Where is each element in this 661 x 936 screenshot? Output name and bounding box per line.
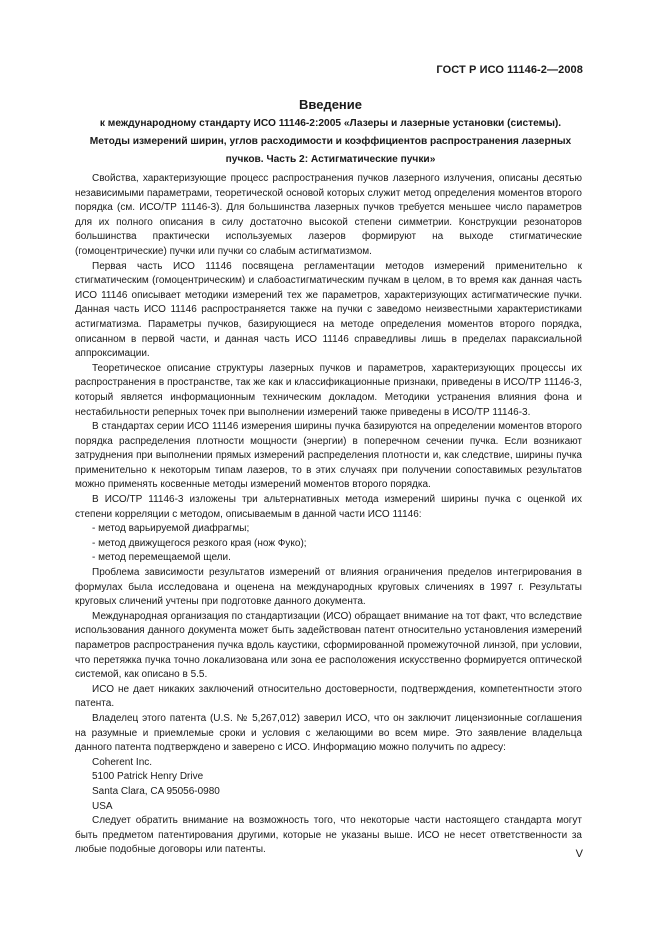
body-text (75, 172, 582, 858)
paragraph: В стандартах серии ИСО 11146 измерения ширины пучка базируются на определении моментов второго порядка распределения плотности мощности (энергии) в поперечном сечении пучка. Если возникают затруднения при выполнении прямых измерений распределения плотности и, как следствие, ширины пучка применительно к некоторым типам лазеров, то в этих случаях при получении сопоставимых результатов можно применять косвенные методы измерений моментов второго порядка. (75, 421, 582, 491)
address-line: USA (92, 800, 113, 812)
paragraph: Международная организация по стандартизации (ИСО) обращает внимание на тот факт, что вследствие использования данного документа может быть задействован патент относительно установления измерений параметров распространения пучка вдоль каустики, сформированной промежуточной линзой, при условии, что перетяжка пучка точно локализована или зона ее расположения искусственно формируется оптической системой, как описано в 5.5. (75, 610, 582, 681)
paragraph: Владелец этого патента (U.S. № 5,267,012) заверил ИСО, что он заключит лицензионные соглашения на разумные и приемлемые сроки и условия с желающими во всем мире. Это заявление владельца данного патента подтверждено и заверено с ИСО. Информацию можно получить по адресу: (75, 712, 582, 754)
paragraph: Свойства, характеризующие процесс распространения пучков лазерного излучения, описаны десятью независимыми параметрами, теоретической основой которых служит метод определения моментов второго порядка (см. ИСО/ТР 11146-3). Для большинства лазерных пучков требуется меньшее число параметров для их полного описания в силу достаточно высокой степени симметрии. Конструкции резонаторов большинства практически используемых лазеров формируют на выходе стигматические (гомоцентрические) пучки или пучки со слабым астигматизмом. (75, 173, 582, 257)
paragraph: Проблема зависимости результатов измерений от влияния ограничения пределов интегрирования в формулах была исследована и оценена на международных круговых сличениях в 1997 г. Результаты круговых сличений учтены при подготовке данного документа. (75, 567, 582, 608)
paragraph: В ИСО/ТР 11146-3 изложены три альтернативных метода измерений ширины пучка с оценкой их степени корреляции с методом, описываемым в данной части ИСО 11146: (75, 494, 582, 520)
address-line: Santa Clara, CA 95056-0980 (92, 785, 220, 797)
document-code: ГОСТ Р ИСО 11146-2—2008 (436, 64, 583, 76)
paragraph: Следует обратить внимание на возможность того, что некоторые части настоящего стандарта могут быть предметом патентирования другими, которые не указаны выше. ИСО не несет ответственности за любые подобные договоры или патенты. (75, 815, 582, 856)
page-number: V (575, 848, 583, 860)
paragraph: Теоретическое описание структуры лазерных пучков и параметров, характеризующих процессы их распространения в пространстве, так же как и классификационные признаки, приведены в ИСО/ТР 11146-3, который является информационным техническим докладом. Методики устранения влияния фона и нестабильности реперных точек при выполнении измерений также приведены в ИСО/ТР 11146-3. (75, 362, 582, 418)
list-item: - метод варьируемой диафрагмы; (92, 523, 250, 535)
paragraph: ИСО не дает никаких заключений относительно достоверности, подтверждения, компетентности этого патента. (75, 683, 582, 710)
address-line: 5100 Patrick Henry Drive (92, 771, 204, 783)
list-item: - метод движущегося резкого края (нож Фуко); (92, 537, 307, 549)
address-line: Coherent Inc. (92, 756, 153, 768)
section-title: Введение (299, 97, 362, 112)
paragraph: Первая часть ИСО 11146 посвящена регламентации методов измерений применительно к стигматическим (гомоцентрическим) и слабоастигматическим пучкам в целом, в то время как данная часть ИСО 11146 описывает методики измерений тех же параметров, характеризующих астигматические пучки. Данная часть ИСО 11146 распространяется также на пучки с заведомо неизвестными характеристиками астигматизма. Параметры пучков, базирующиеся на методе определения моментов второго порядка, описанном в первой части, и данная часть ИСО 11146 справедливы лишь в пределах параксиальной аппроксимации. (75, 260, 582, 360)
section-subtitle: к международному стандарту ИСО 11146-2:2005 «Лазеры и лазерные установки (системы). Методы измерений ширин, углов расходимости и коэффициентов распространения лазерных пучков. Часть 2: Астигматические пучки» (89, 118, 572, 165)
list-item: - метод перемещаемой щели. (92, 552, 231, 564)
